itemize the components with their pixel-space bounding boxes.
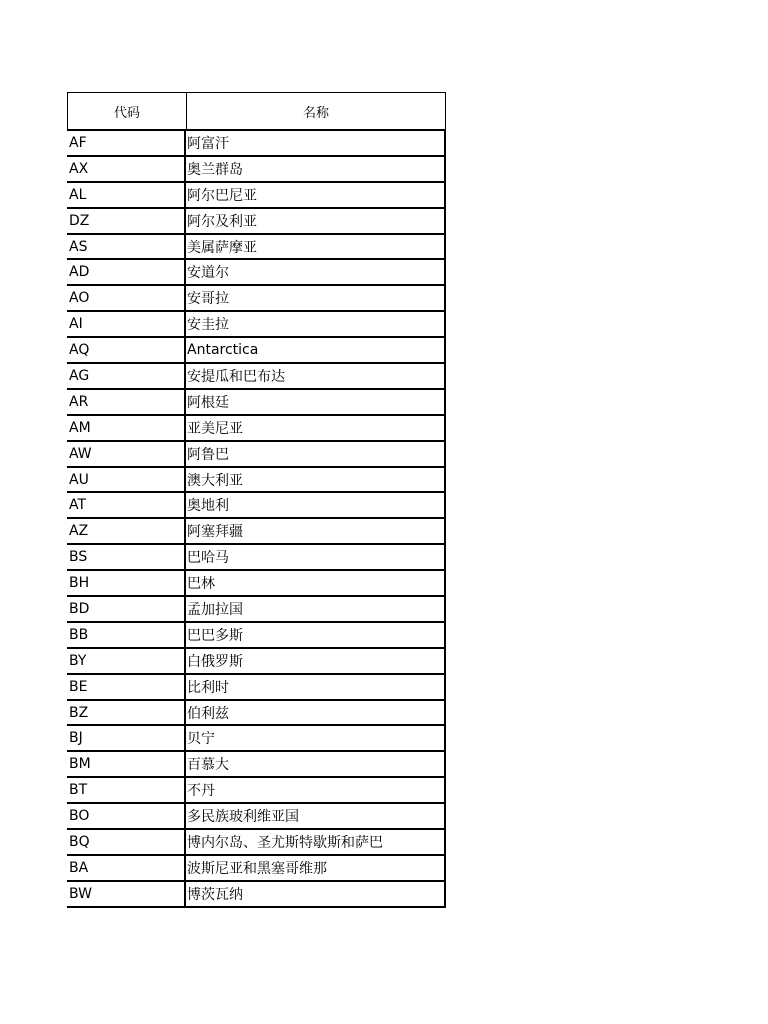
country-code-cell: AI — [67, 312, 186, 336]
table-row — [67, 571, 446, 597]
country-code-cell: AW — [67, 442, 186, 466]
country-code-cell: AO — [67, 286, 186, 310]
country-name-cell: 博内尔岛、圣尤斯特歇斯和萨巴 — [186, 830, 446, 854]
country-name-cell: Antarctica — [186, 338, 446, 362]
country-name-cell: 安提瓜和巴布达 — [186, 364, 446, 388]
country-code-cell: BZ — [67, 701, 186, 725]
country-code-cell: BM — [67, 752, 186, 776]
country-name-cell: 阿塞拜疆 — [186, 519, 446, 543]
country-code-cell: AX — [67, 157, 186, 181]
table-row — [67, 726, 446, 752]
country-name-cell: 伯利兹 — [186, 701, 446, 725]
table-row — [67, 752, 446, 778]
table-row — [67, 597, 446, 623]
table-row — [67, 338, 446, 364]
country-code-cell: AF — [67, 131, 186, 155]
table-row — [67, 545, 446, 571]
country-code-cell: BA — [67, 856, 186, 880]
country-name-cell: 博茨瓦纳 — [186, 882, 446, 906]
country-code-cell: AD — [67, 260, 186, 284]
country-name-cell: 波斯尼亚和黑塞哥维那 — [186, 856, 446, 880]
country-code-cell: BD — [67, 597, 186, 621]
country-name-cell: 阿尔及利亚 — [186, 209, 446, 233]
table-row — [67, 416, 446, 442]
country-name-cell: 奥地利 — [186, 493, 446, 517]
table-header-row — [67, 92, 446, 131]
country-name-cell: 巴哈马 — [186, 545, 446, 569]
table-row — [67, 882, 446, 908]
table-row — [67, 856, 446, 882]
table-row — [67, 778, 446, 804]
country-name-cell: 阿鲁巴 — [186, 442, 446, 466]
country-code-cell: BB — [67, 623, 186, 647]
table-row — [67, 830, 446, 856]
country-name-cell: 白俄罗斯 — [186, 649, 446, 673]
header-name: 名称 — [302, 105, 329, 121]
country-name-cell: 百慕大 — [186, 752, 446, 776]
country-name-cell: 安道尔 — [186, 260, 446, 284]
country-code-cell: BO — [67, 804, 186, 828]
country-name-cell: 阿根廷 — [186, 390, 446, 414]
table-row — [67, 260, 446, 286]
country-name-cell: 安圭拉 — [186, 312, 446, 336]
table-row — [67, 235, 446, 261]
table-row — [67, 390, 446, 416]
table-row — [67, 209, 446, 235]
country-code-cell: AG — [67, 364, 186, 388]
country-name-cell: 安哥拉 — [186, 286, 446, 310]
country-name-cell: 阿富汗 — [186, 131, 446, 155]
country-code-cell: AM — [67, 416, 186, 440]
country-code-cell: BY — [67, 649, 186, 673]
country-code-cell: AR — [67, 390, 186, 414]
country-code-cell: DZ — [67, 209, 186, 233]
table-row — [67, 675, 446, 701]
table-row — [67, 183, 446, 209]
country-code-cell: AZ — [67, 519, 186, 543]
header-code: 代码 — [68, 93, 187, 129]
country-name-cell: 美属萨摩亚 — [186, 235, 446, 259]
country-code-cell: AS — [67, 235, 186, 259]
country-code-cell: AT — [67, 493, 186, 517]
country-name-cell: 澳大利亚 — [186, 468, 446, 492]
country-name-cell: 阿尔巴尼亚 — [186, 183, 446, 207]
table-row — [67, 649, 446, 675]
country-code-cell: BT — [67, 778, 186, 802]
country-code-cell: AQ — [67, 338, 186, 362]
country-code-cell: BW — [67, 882, 186, 906]
country-name-cell: 比利时 — [186, 675, 446, 699]
country-code-cell: BE — [67, 675, 186, 699]
country-code-cell: BS — [67, 545, 186, 569]
country-code-cell: BH — [67, 571, 186, 595]
country-code-cell: BQ — [67, 830, 186, 854]
country-code-cell: AU — [67, 468, 186, 492]
country-name-cell: 贝宁 — [186, 726, 446, 750]
table-row — [67, 131, 446, 157]
table-row — [67, 286, 446, 312]
country-code-cell: AL — [67, 183, 186, 207]
table-row — [67, 623, 446, 649]
country-name-cell: 多民族玻利维亚国 — [186, 804, 446, 828]
country-name-cell: 奥兰群岛 — [186, 157, 446, 181]
country-name-cell: 不丹 — [186, 778, 446, 802]
country-code-table — [67, 92, 446, 908]
table-row — [67, 701, 446, 727]
table-row — [67, 468, 446, 494]
table-body — [67, 131, 446, 908]
country-name-cell: 巴巴多斯 — [186, 623, 446, 647]
country-code-cell: BJ — [67, 726, 186, 750]
table-row — [67, 157, 446, 183]
table-row — [67, 364, 446, 390]
table-row — [67, 804, 446, 830]
table-row — [67, 442, 446, 468]
table-row — [67, 312, 446, 338]
country-name-cell: 亚美尼亚 — [186, 416, 446, 440]
table-row — [67, 493, 446, 519]
country-name-cell: 巴林 — [186, 571, 446, 595]
table-row — [67, 519, 446, 545]
country-name-cell: 孟加拉国 — [186, 597, 446, 621]
